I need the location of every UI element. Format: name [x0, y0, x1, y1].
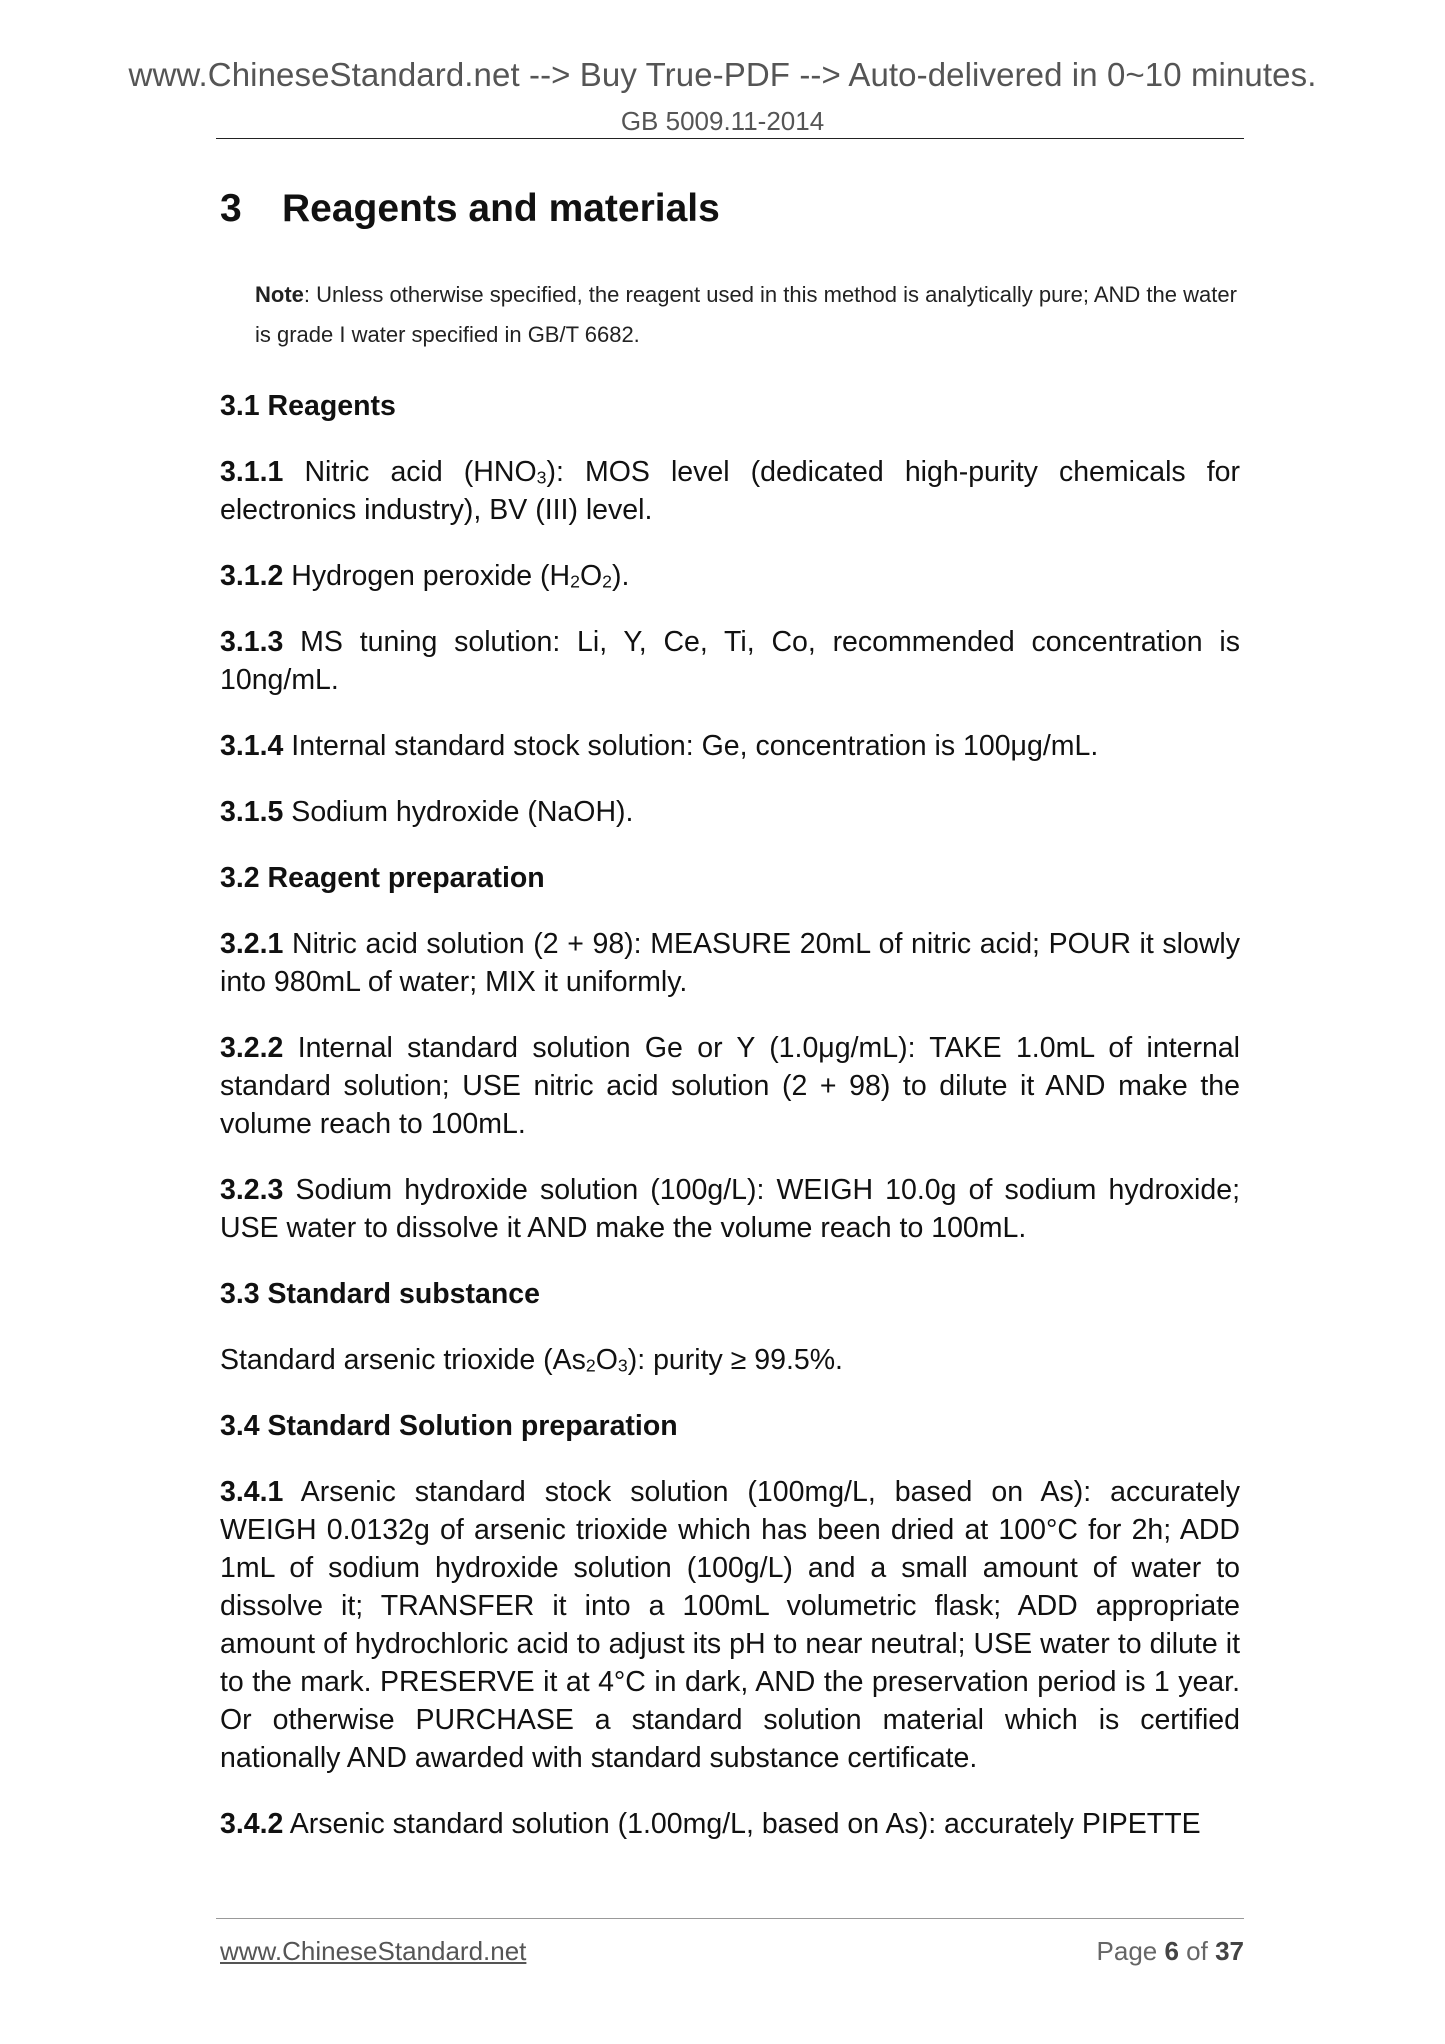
footer-divider	[216, 1918, 1244, 1919]
clause-text: O	[579, 560, 603, 592]
section-number: 3	[220, 187, 242, 230]
clause-text: Sodium hydroxide solution (100g/L): WEIGH 10.0g of sodium hydroxide; USE water to dissolve it AND make the volume reach to 100mL.	[220, 1174, 1240, 1244]
clause-text: Arsenic standard stock solution (100mg/L, based on As): accurately WEIGH 0.0132g of arsenic trioxide which has been dried at 100°C for 2h; ADD 1mL of sodium hydroxide solution (100g/L) and a small amount of water to dissolve it; TRANSFER it into a 100mL volumetric flask; ADD appropriate amount of hydrochloric acid to adjust its pH to near neutral; USE water to dilute it to the mark. PRESERVE it at 4°C in dark, AND the preservation period is 1 year. Or otherwise PURCHASE a standard solution material which is certified nationally AND awarded with standard substance certificate.	[220, 1476, 1240, 1774]
page-number	[1097, 1936, 1244, 1967]
standard-id: GB 5009.11-2014	[620, 106, 825, 136]
page-label: Page	[1096, 1936, 1165, 1966]
header-banner: www.ChineseStandard.net --> Buy True-PDF --> Auto-delivered in 0~10 minutes.	[128, 56, 1317, 93]
subheading-standard-solution: 3.4 Standard Solution preparation	[220, 1410, 678, 1442]
clause-3-1-4	[220, 727, 1240, 765]
subscript: 2	[570, 571, 580, 592]
subscript: 3	[536, 467, 547, 488]
clause-text: Sodium hydroxide (NaOH).	[283, 796, 634, 828]
header-divider	[216, 138, 1244, 139]
note-label: Note	[255, 282, 304, 307]
page-of-label: of	[1178, 1936, 1216, 1966]
subscript: 3	[617, 1355, 628, 1376]
clause-text: ): MOS level (dedicated high-purity chemicals for electronics industry), BV (III) level.	[220, 456, 1241, 526]
clause-3-1-5	[220, 793, 1240, 831]
subheading-standard-substance: 3.3 Standard substance	[220, 1278, 540, 1310]
clause-number: 3.1.4	[220, 730, 284, 762]
clause-number: 3.1.2	[220, 560, 284, 592]
current-page: 6	[1164, 1936, 1179, 1966]
section-title: Reagents and materials	[282, 187, 720, 230]
clause-3-1-2	[220, 557, 1240, 595]
standard-substance-text	[220, 1341, 1240, 1379]
clause-3-1-1	[220, 453, 1240, 529]
clause-number: 3.4.1	[220, 1476, 284, 1508]
clause-text: Arsenic standard solution (1.00mg/L, based on As): accurately PIPETTE	[283, 1808, 1201, 1840]
clause-3-1-3	[220, 623, 1240, 699]
clause-number: 3.1.3	[220, 626, 284, 658]
subscript: 2	[585, 1355, 596, 1376]
clause-text: Standard arsenic trioxide (As	[220, 1344, 586, 1376]
section-heading	[220, 186, 1240, 232]
clause-text: ).	[611, 560, 630, 592]
clause-number: 3.2.3	[220, 1174, 284, 1206]
clause-text: ): purity ≥ 99.5%.	[627, 1344, 843, 1376]
total-pages: 37	[1215, 1936, 1244, 1966]
footer-link[interactable]: www.ChineseStandard.net	[220, 1936, 527, 1966]
subheading-reagent-preparation: 3.2 Reagent preparation	[220, 862, 545, 894]
clause-3-4-2	[220, 1805, 1240, 1843]
subscript: 2	[602, 571, 612, 592]
clause-text: Internal standard solution Ge or Y (1.0μg/mL): TAKE 1.0mL of internal standard solution; USE nitric acid solution (2 + 98) to dilute it AND make the volume reach to 100mL.	[220, 1032, 1240, 1140]
clause-number: 3.4.2	[220, 1808, 284, 1840]
subheading-reagents: 3.1 Reagents	[220, 390, 396, 422]
clause-text: MS tuning solution: Li, Y, Ce, Ti, Co, recommended concentration is 10ng/mL.	[220, 626, 1240, 696]
note	[220, 275, 1240, 355]
clause-text: Nitric acid solution (2 + 98): MEASURE 20mL of nitric acid; POUR it slowly into 980mL of water; MIX it uniformly.	[220, 928, 1240, 998]
note-text: : Unless otherwise specified, the reagent used in this method is analytically pure; AND the water is grade I water specified in GB/T 6682.	[255, 282, 1237, 347]
clause-3-2-2	[220, 1029, 1240, 1143]
clause-3-4-1	[220, 1473, 1240, 1777]
clause-3-2-3	[220, 1171, 1240, 1247]
clause-number: 3.2.2	[220, 1032, 284, 1064]
clause-text: O	[595, 1344, 618, 1376]
clause-number: 3.2.1	[220, 928, 284, 960]
clause-text: Internal standard stock solution: Ge, concentration is 100μg/mL.	[283, 730, 1099, 762]
page-content	[220, 186, 1240, 1871]
clause-3-2-1	[220, 925, 1240, 1001]
clause-number: 3.1.1	[220, 456, 284, 488]
clause-text: Nitric acid (HNO	[283, 456, 537, 488]
clause-text: Hydrogen peroxide (H	[283, 560, 571, 592]
clause-number: 3.1.5	[220, 796, 284, 828]
